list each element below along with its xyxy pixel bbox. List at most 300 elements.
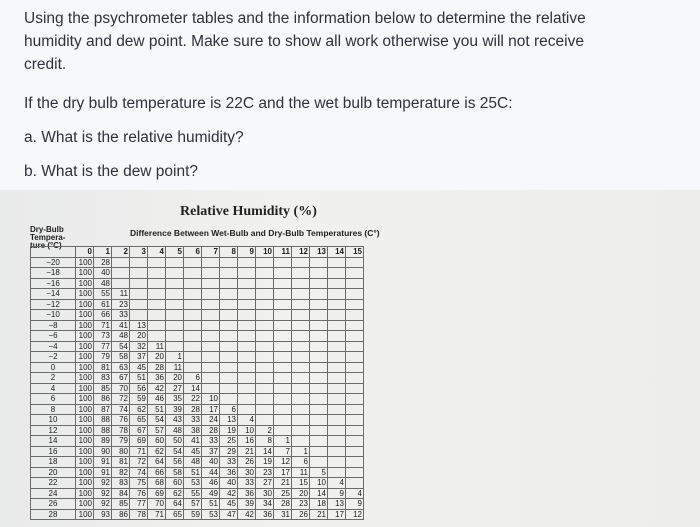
humidity-cell: 37: [202, 446, 220, 457]
humidity-cell: [274, 362, 292, 373]
humidity-cell: [328, 320, 346, 331]
humidity-cell: 72: [112, 394, 130, 405]
dry-bulb-cell: 20: [31, 467, 76, 478]
humidity-cell: [166, 320, 184, 331]
humidity-cell: [310, 331, 328, 342]
table-row: [31, 373, 364, 384]
humidity-cell: 46: [148, 394, 166, 405]
humidity-cell: 81: [112, 457, 130, 468]
table-row: [31, 299, 364, 310]
humidity-cell: [328, 446, 346, 457]
humidity-cell: [292, 299, 310, 310]
column-header-cell: 12: [292, 247, 310, 258]
table-row: [31, 341, 364, 352]
humidity-cell: 90: [94, 446, 112, 457]
humidity-cell: 9: [328, 488, 346, 499]
dry-bulb-cell: 26: [31, 499, 76, 510]
humidity-cell: 30: [238, 467, 256, 478]
table-row: [31, 352, 364, 363]
humidity-cell: [184, 257, 202, 268]
humidity-cell: [238, 331, 256, 342]
humidity-cell: 100: [76, 488, 94, 499]
humidity-cell: [148, 299, 166, 310]
humidity-cell: 65: [130, 415, 148, 426]
humidity-cell: [274, 257, 292, 268]
humidity-cell: [292, 310, 310, 321]
humidity-cell: 68: [148, 478, 166, 489]
humidity-cell: 92: [94, 478, 112, 489]
dry-bulb-cell: −8: [31, 320, 76, 331]
humidity-cell: 85: [94, 383, 112, 394]
humidity-cell: 60: [166, 478, 184, 489]
humidity-cell: [202, 320, 220, 331]
humidity-cell: [238, 404, 256, 415]
column-header-cell: 5: [166, 247, 184, 258]
humidity-cell: [310, 278, 328, 289]
dry-bulb-cell: 16: [31, 446, 76, 457]
humidity-cell: 20: [130, 331, 148, 342]
humidity-cell: [274, 404, 292, 415]
humidity-cell: 1: [166, 352, 184, 363]
humidity-cell: [292, 257, 310, 268]
humidity-cell: [274, 331, 292, 342]
humidity-cell: 88: [94, 415, 112, 426]
humidity-cell: 70: [148, 499, 166, 510]
column-header-cell: 2: [112, 247, 130, 258]
humidity-cell: [292, 278, 310, 289]
humidity-cell: 100: [76, 352, 94, 363]
humidity-cell: 33: [184, 415, 202, 426]
humidity-cell: [274, 425, 292, 436]
humidity-cell: 26: [238, 457, 256, 468]
humidity-cell: [292, 383, 310, 394]
humidity-cell: [346, 394, 364, 405]
humidity-cell: [130, 278, 148, 289]
humidity-cell: 4: [346, 488, 364, 499]
humidity-cell: [310, 436, 328, 447]
humidity-cell: 17: [202, 404, 220, 415]
column-header-cell: 9: [238, 247, 256, 258]
humidity-cell: [346, 478, 364, 489]
column-header-cell: 1: [94, 247, 112, 258]
humidity-cell: [346, 425, 364, 436]
humidity-cell: 5: [310, 467, 328, 478]
humidity-cell: 62: [166, 488, 184, 499]
humidity-cell: 64: [148, 457, 166, 468]
table-row: [31, 268, 364, 279]
humidity-cell: [256, 341, 274, 352]
humidity-cell: [292, 404, 310, 415]
dry-bulb-cell: 12: [31, 425, 76, 436]
column-header-cell: 3: [130, 247, 148, 258]
humidity-cell: 55: [94, 289, 112, 300]
dry-bulb-cell: −18: [31, 268, 76, 279]
humidity-cell: [346, 415, 364, 426]
humidity-cell: 58: [166, 467, 184, 478]
humidity-cell: 21: [310, 509, 328, 520]
humidity-cell: [274, 341, 292, 352]
humidity-cell: 32: [130, 341, 148, 352]
humidity-cell: [310, 352, 328, 363]
humidity-cell: 14: [184, 383, 202, 394]
humidity-cell: [238, 278, 256, 289]
humidity-cell: 100: [76, 341, 94, 352]
table-row: [31, 509, 364, 520]
humidity-cell: [346, 310, 364, 321]
humidity-cell: 13: [220, 415, 238, 426]
humidity-cell: [238, 299, 256, 310]
humidity-cell: [202, 289, 220, 300]
humidity-cell: 33: [220, 457, 238, 468]
humidity-cell: 67: [130, 425, 148, 436]
humidity-cell: [328, 457, 346, 468]
humidity-cell: 1: [292, 446, 310, 457]
humidity-cell: 4: [328, 478, 346, 489]
humidity-cell: 6: [184, 373, 202, 384]
humidity-cell: [220, 394, 238, 405]
humidity-cell: [256, 373, 274, 384]
instruction-line-2: humidity and dew point. Make sure to show all work otherwise you will not receive: [24, 33, 584, 50]
humidity-cell: [220, 331, 238, 342]
humidity-cell: [166, 331, 184, 342]
humidity-cell: [346, 436, 364, 447]
humidity-cell: 83: [94, 373, 112, 384]
humidity-cell: [310, 415, 328, 426]
humidity-cell: [202, 362, 220, 373]
humidity-cell: 38: [184, 425, 202, 436]
table-row: [31, 331, 364, 342]
humidity-cell: 82: [112, 467, 130, 478]
humidity-cell: [310, 394, 328, 405]
humidity-cell: 53: [202, 509, 220, 520]
humidity-cell: 40: [220, 478, 238, 489]
humidity-cell: [328, 289, 346, 300]
humidity-cell: 85: [112, 499, 130, 510]
humidity-cell: [310, 362, 328, 373]
humidity-cell: [130, 257, 148, 268]
humidity-cell: 20: [292, 488, 310, 499]
humidity-cell: 84: [112, 488, 130, 499]
humidity-cell: 48: [112, 331, 130, 342]
humidity-cell: 66: [94, 310, 112, 321]
humidity-cell: 45: [184, 446, 202, 457]
humidity-cell: [328, 436, 346, 447]
humidity-cell: [184, 331, 202, 342]
humidity-cell: 17: [328, 509, 346, 520]
humidity-cell: 25: [274, 488, 292, 499]
humidity-cell: [148, 289, 166, 300]
humidity-cell: [328, 331, 346, 342]
humidity-cell: 100: [76, 268, 94, 279]
humidity-cell: [346, 373, 364, 384]
humidity-cell: [328, 299, 346, 310]
given-conditions: If the dry bulb temperature is 22C and the wet bulb temperature is 25C:: [24, 95, 513, 112]
humidity-cell: [274, 289, 292, 300]
question-part-a: a. What is the relative humidity?: [24, 129, 244, 146]
humidity-cell: 77: [130, 499, 148, 510]
humidity-cell: [328, 278, 346, 289]
humidity-cell: 17: [274, 467, 292, 478]
humidity-cell: [310, 446, 328, 457]
humidity-cell: 55: [184, 488, 202, 499]
humidity-cell: 80: [112, 446, 130, 457]
humidity-cell: 33: [202, 436, 220, 447]
humidity-cell: [202, 310, 220, 321]
humidity-cell: 100: [76, 310, 94, 321]
humidity-cell: [328, 352, 346, 363]
humidity-cell: 28: [148, 362, 166, 373]
humidity-cell: 58: [112, 352, 130, 363]
humidity-cell: 29: [220, 446, 238, 457]
humidity-cell: [112, 268, 130, 279]
humidity-cell: [328, 257, 346, 268]
humidity-cell: 42: [238, 509, 256, 520]
humidity-cell: [328, 373, 346, 384]
table-row: [31, 320, 364, 331]
humidity-cell: 21: [274, 478, 292, 489]
instruction-line-1: Using the psychrometer tables and the information below to determine the relative: [24, 10, 586, 27]
humidity-cell: [256, 289, 274, 300]
humidity-cell: 76: [130, 488, 148, 499]
humidity-cell: [328, 268, 346, 279]
humidity-cell: 75: [130, 478, 148, 489]
column-header-cell: 0: [76, 247, 94, 258]
humidity-cell: [292, 362, 310, 373]
humidity-cell: 88: [94, 425, 112, 436]
humidity-cell: 71: [148, 509, 166, 520]
humidity-cell: [238, 373, 256, 384]
humidity-cell: 47: [220, 509, 238, 520]
humidity-cell: 11: [112, 289, 130, 300]
humidity-cell: 100: [76, 278, 94, 289]
humidity-cell: [202, 373, 220, 384]
humidity-cell: 100: [76, 373, 94, 384]
humidity-cell: 7: [274, 446, 292, 457]
humidity-cell: [274, 278, 292, 289]
humidity-cell: [238, 320, 256, 331]
humidity-cell: 27: [256, 478, 274, 489]
humidity-cell: 100: [76, 509, 94, 520]
humidity-cell: 48: [94, 278, 112, 289]
humidity-cell: 27: [166, 383, 184, 394]
dry-bulb-cell: 2: [31, 373, 76, 384]
humidity-cell: 25: [220, 436, 238, 447]
humidity-cell: [202, 299, 220, 310]
column-header-cell: 8: [220, 247, 238, 258]
humidity-cell: [274, 352, 292, 363]
humidity-cell: [184, 352, 202, 363]
humidity-cell: 50: [166, 436, 184, 447]
humidity-cell: [292, 289, 310, 300]
table-title: Relative Humidity (%): [180, 204, 317, 219]
humidity-cell: [328, 383, 346, 394]
humidity-cell: [130, 299, 148, 310]
humidity-cell: 100: [76, 289, 94, 300]
humidity-cell: [292, 331, 310, 342]
header-corner-cell: [31, 247, 76, 258]
humidity-cell: [238, 268, 256, 279]
humidity-cell: [310, 289, 328, 300]
humidity-cell: [184, 320, 202, 331]
humidity-cell: 22: [184, 394, 202, 405]
humidity-cell: 79: [94, 352, 112, 363]
humidity-cell: [256, 404, 274, 415]
humidity-cell: 20: [166, 373, 184, 384]
humidity-cell: [220, 320, 238, 331]
dry-bulb-cell: 24: [31, 488, 76, 499]
humidity-cell: 71: [94, 320, 112, 331]
humidity-cell: 8: [256, 436, 274, 447]
humidity-cell: 6: [220, 404, 238, 415]
humidity-cell: 23: [256, 467, 274, 478]
humidity-cell: 37: [130, 352, 148, 363]
humidity-cell: 100: [76, 436, 94, 447]
humidity-cell: 42: [148, 383, 166, 394]
humidity-cell: 39: [238, 499, 256, 510]
humidity-cell: [130, 268, 148, 279]
humidity-cell: 70: [112, 383, 130, 394]
humidity-cell: 43: [166, 415, 184, 426]
humidity-cell: [256, 352, 274, 363]
table-row: [31, 278, 364, 289]
humidity-cell: [310, 457, 328, 468]
humidity-cell: [310, 383, 328, 394]
humidity-cell: [328, 467, 346, 478]
humidity-cell: [202, 257, 220, 268]
humidity-cell: [310, 373, 328, 384]
dry-bulb-cell: −4: [31, 341, 76, 352]
humidity-cell: 54: [148, 415, 166, 426]
humidity-cell: [310, 341, 328, 352]
humidity-cell: [256, 310, 274, 321]
humidity-cell: [256, 299, 274, 310]
humidity-cell: [166, 257, 184, 268]
humidity-cell: [274, 310, 292, 321]
humidity-cell: [346, 278, 364, 289]
humidity-cell: [166, 268, 184, 279]
humidity-cell: 65: [166, 509, 184, 520]
table-row: [31, 446, 364, 457]
humidity-cell: 14: [256, 446, 274, 457]
humidity-cell: 71: [130, 446, 148, 457]
humidity-cell: 30: [256, 488, 274, 499]
humidity-cell: 24: [202, 415, 220, 426]
humidity-cell: [328, 394, 346, 405]
dry-bulb-cell: −2: [31, 352, 76, 363]
dry-bulb-cell: 10: [31, 415, 76, 426]
humidity-cell: 28: [202, 425, 220, 436]
humidity-cell: 59: [130, 394, 148, 405]
humidity-cell: [292, 320, 310, 331]
humidity-cell: 6: [292, 457, 310, 468]
humidity-cell: 51: [130, 373, 148, 384]
humidity-cell: [328, 404, 346, 415]
humidity-cell: 100: [76, 331, 94, 342]
humidity-cell: 100: [76, 425, 94, 436]
humidity-cell: [202, 268, 220, 279]
humidity-cell: 89: [94, 436, 112, 447]
humidity-cell: 91: [94, 467, 112, 478]
question-part-b: b. What is the dew point?: [24, 163, 199, 180]
humidity-cell: [202, 383, 220, 394]
humidity-cell: 66: [148, 467, 166, 478]
humidity-cell: [274, 415, 292, 426]
humidity-cell: [256, 383, 274, 394]
humidity-cell: 100: [76, 257, 94, 268]
humidity-cell: [112, 278, 130, 289]
question-panel: [0, 0, 700, 190]
humidity-cell: 12: [346, 509, 364, 520]
humidity-cell: 19: [220, 425, 238, 436]
humidity-cell: 35: [166, 394, 184, 405]
humidity-cell: [346, 362, 364, 373]
table-row: [31, 436, 364, 447]
dry-bulb-cell: 22: [31, 478, 76, 489]
humidity-cell: 11: [148, 341, 166, 352]
humidity-cell: [148, 257, 166, 268]
humidity-cell: 100: [76, 394, 94, 405]
humidity-cell: 91: [94, 457, 112, 468]
table-row: [31, 457, 364, 468]
humidity-cell: 41: [112, 320, 130, 331]
humidity-cell: 72: [130, 457, 148, 468]
humidity-cell: [292, 373, 310, 384]
humidity-cell: [256, 257, 274, 268]
row-header-label: Dry-Bulb Tempera- ture (°C): [30, 225, 66, 250]
column-header-cell: 15: [346, 247, 364, 258]
humidity-cell: 42: [220, 488, 238, 499]
humidity-cell: [256, 320, 274, 331]
humidity-cell: 63: [112, 362, 130, 373]
humidity-cell: 31: [274, 509, 292, 520]
humidity-cell: [328, 415, 346, 426]
humidity-cell: [346, 446, 364, 457]
humidity-cell: 77: [94, 341, 112, 352]
humidity-cell: 49: [202, 488, 220, 499]
humidity-cell: 86: [112, 509, 130, 520]
humidity-cell: [220, 310, 238, 321]
humidity-cell: 74: [130, 467, 148, 478]
column-header-cell: 14: [328, 247, 346, 258]
humidity-cell: 54: [112, 341, 130, 352]
humidity-cell: 100: [76, 499, 94, 510]
humidity-cell: [310, 425, 328, 436]
humidity-cell: 92: [94, 499, 112, 510]
dry-bulb-cell: −20: [31, 257, 76, 268]
column-header-cell: 6: [184, 247, 202, 258]
humidity-cell: 13: [130, 320, 148, 331]
humidity-cell: 100: [76, 404, 94, 415]
humidity-cell: 83: [112, 478, 130, 489]
humidity-cell: [220, 299, 238, 310]
humidity-cell: [346, 331, 364, 342]
humidity-cell: 67: [112, 373, 130, 384]
humidity-cell: [130, 289, 148, 300]
humidity-cell: 40: [202, 457, 220, 468]
humidity-cell: 46: [202, 478, 220, 489]
humidity-cell: 13: [328, 499, 346, 510]
humidity-cell: [292, 425, 310, 436]
humidity-cell: 23: [112, 299, 130, 310]
humidity-cell: [256, 362, 274, 373]
humidity-cell: 44: [202, 467, 220, 478]
humidity-cell: 1: [274, 436, 292, 447]
humidity-cell: 100: [76, 467, 94, 478]
humidity-cell: [202, 278, 220, 289]
humidity-cell: [220, 383, 238, 394]
humidity-cell: 36: [148, 373, 166, 384]
humidity-cell: [292, 394, 310, 405]
